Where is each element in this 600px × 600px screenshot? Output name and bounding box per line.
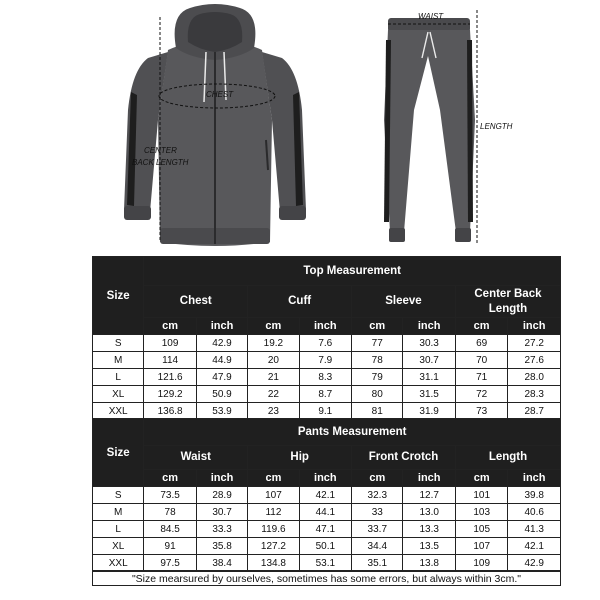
value-cell: 101 [455,487,507,504]
value-cell: 42.1 [299,487,351,504]
value-cell: 79 [352,369,403,386]
unit-header: inch [196,318,247,335]
column-header-length: Length [455,446,560,470]
value-cell: 8.3 [299,369,351,386]
top-measurement-table [92,256,561,420]
value-cell: 13.3 [403,521,455,538]
size-cell: M [93,352,144,369]
value-cell: 114 [144,352,196,369]
unit-header: cm [248,318,299,335]
size-cell: XXL [93,403,144,420]
value-cell: 41.3 [508,521,561,538]
value-cell: 129.2 [144,386,196,403]
unit-header: inch [196,470,247,487]
chest-label: CHEST [206,90,234,99]
value-cell: 44.1 [299,504,351,521]
table-row [93,369,561,386]
value-cell: 42.1 [508,538,561,555]
value-cell: 13.5 [403,538,455,555]
value-cell: 78 [144,504,196,521]
value-cell: 39.8 [508,487,561,504]
value-cell: 70 [455,352,507,369]
value-cell: 28.0 [508,369,561,386]
value-cell: 81 [352,403,403,420]
size-cell: XL [93,538,144,555]
size-cell: XXL [93,555,144,572]
center-back-length-label-line2: BACK LENGTH [132,158,189,167]
measurement-note: "Size mearsured by ourselves, sometimes has some errors, but always within 3cm." [92,570,561,586]
value-cell: 84.5 [144,521,196,538]
unit-header: cm [455,318,507,335]
unit-header: inch [403,470,455,487]
value-cell: 80 [352,386,403,403]
value-cell: 9.1 [299,403,351,420]
value-cell: 34.4 [352,538,403,555]
column-header-sleeve: Sleeve [352,286,456,318]
size-cell: M [93,504,144,521]
value-cell: 31.5 [403,386,455,403]
value-cell: 35.1 [352,555,403,572]
value-cell: 109 [144,335,196,352]
unit-header: cm [352,470,403,487]
value-cell: 77 [352,335,403,352]
size-header: Size [93,257,144,335]
value-cell: 21 [248,369,299,386]
value-cell: 27.6 [508,352,561,369]
value-cell: 127.2 [248,538,299,555]
value-cell: 134.8 [248,555,299,572]
unit-header: cm [455,470,507,487]
value-cell: 50.9 [196,386,247,403]
column-header-center-back-length: Center Back Length [455,286,560,318]
value-cell: 35.8 [196,538,247,555]
value-cell: 42.9 [196,335,247,352]
value-cell: 119.6 [248,521,299,538]
unit-header: inch [299,470,351,487]
size-cell: S [93,487,144,504]
value-cell: 28.9 [196,487,247,504]
value-cell: 30.7 [403,352,455,369]
unit-header: inch [299,318,351,335]
value-cell: 8.7 [299,386,351,403]
value-cell: 38.4 [196,555,247,572]
value-cell: 32.3 [352,487,403,504]
value-cell: 13.8 [403,555,455,572]
table-row [93,555,561,572]
table-row [93,386,561,403]
value-cell: 107 [455,538,507,555]
value-cell: 12.7 [403,487,455,504]
value-cell: 33.7 [352,521,403,538]
waist-label: WAIST [418,12,444,21]
value-cell: 105 [455,521,507,538]
pants-image [384,10,477,244]
value-cell: 44.9 [196,352,247,369]
value-cell: 73 [455,403,507,420]
value-cell: 20 [248,352,299,369]
value-cell: 91 [144,538,196,555]
unit-header: cm [248,470,299,487]
value-cell: 53.1 [299,555,351,572]
value-cell: 53.9 [196,403,247,420]
value-cell: 40.6 [508,504,561,521]
unit-header: inch [508,470,561,487]
size-header: Size [93,419,144,487]
value-cell: 28.7 [508,403,561,420]
column-header-front-crotch: Front Crotch [352,446,456,470]
value-cell: 19.2 [248,335,299,352]
value-cell: 30.7 [196,504,247,521]
size-cell: L [93,369,144,386]
pants-measurement-table [92,418,561,572]
size-cell: L [93,521,144,538]
value-cell: 31.9 [403,403,455,420]
unit-header: inch [403,318,455,335]
value-cell: 97.5 [144,555,196,572]
value-cell: 50.1 [299,538,351,555]
value-cell: 42.9 [508,555,561,572]
table-row [93,504,561,521]
table-row [93,521,561,538]
table-title: Top Measurement [144,257,561,286]
table-row [93,487,561,504]
value-cell: 47.1 [299,521,351,538]
table-row [93,538,561,555]
value-cell: 47.9 [196,369,247,386]
column-header-cuff: Cuff [248,286,352,318]
value-cell: 33.3 [196,521,247,538]
table-row [93,352,561,369]
hoodie-image [124,4,306,246]
unit-header: cm [352,318,403,335]
value-cell: 30.3 [403,335,455,352]
size-cell: XL [93,386,144,403]
unit-header: inch [508,318,561,335]
value-cell: 121.6 [144,369,196,386]
value-cell: 78 [352,352,403,369]
size-cell: S [93,335,144,352]
length-label: LENGTH [480,122,513,131]
table-row [93,335,561,352]
value-cell: 69 [455,335,507,352]
value-cell: 28.3 [508,386,561,403]
value-cell: 22 [248,386,299,403]
value-cell: 103 [455,504,507,521]
unit-header: cm [144,318,196,335]
unit-header: cm [144,470,196,487]
value-cell: 72 [455,386,507,403]
value-cell: 112 [248,504,299,521]
value-cell: 136.8 [144,403,196,420]
value-cell: 109 [455,555,507,572]
value-cell: 107 [248,487,299,504]
column-header-hip: Hip [248,446,352,470]
value-cell: 27.2 [508,335,561,352]
table-title: Pants Measurement [144,419,561,446]
value-cell: 73.5 [144,487,196,504]
column-header-chest: Chest [144,286,248,318]
value-cell: 33 [352,504,403,521]
value-cell: 71 [455,369,507,386]
table-row [93,403,561,420]
column-header-waist: Waist [144,446,248,470]
center-back-length-label-line1: CENTER [144,146,177,155]
value-cell: 13.0 [403,504,455,521]
value-cell: 23 [248,403,299,420]
value-cell: 7.6 [299,335,351,352]
value-cell: 31.1 [403,369,455,386]
value-cell: 7.9 [299,352,351,369]
